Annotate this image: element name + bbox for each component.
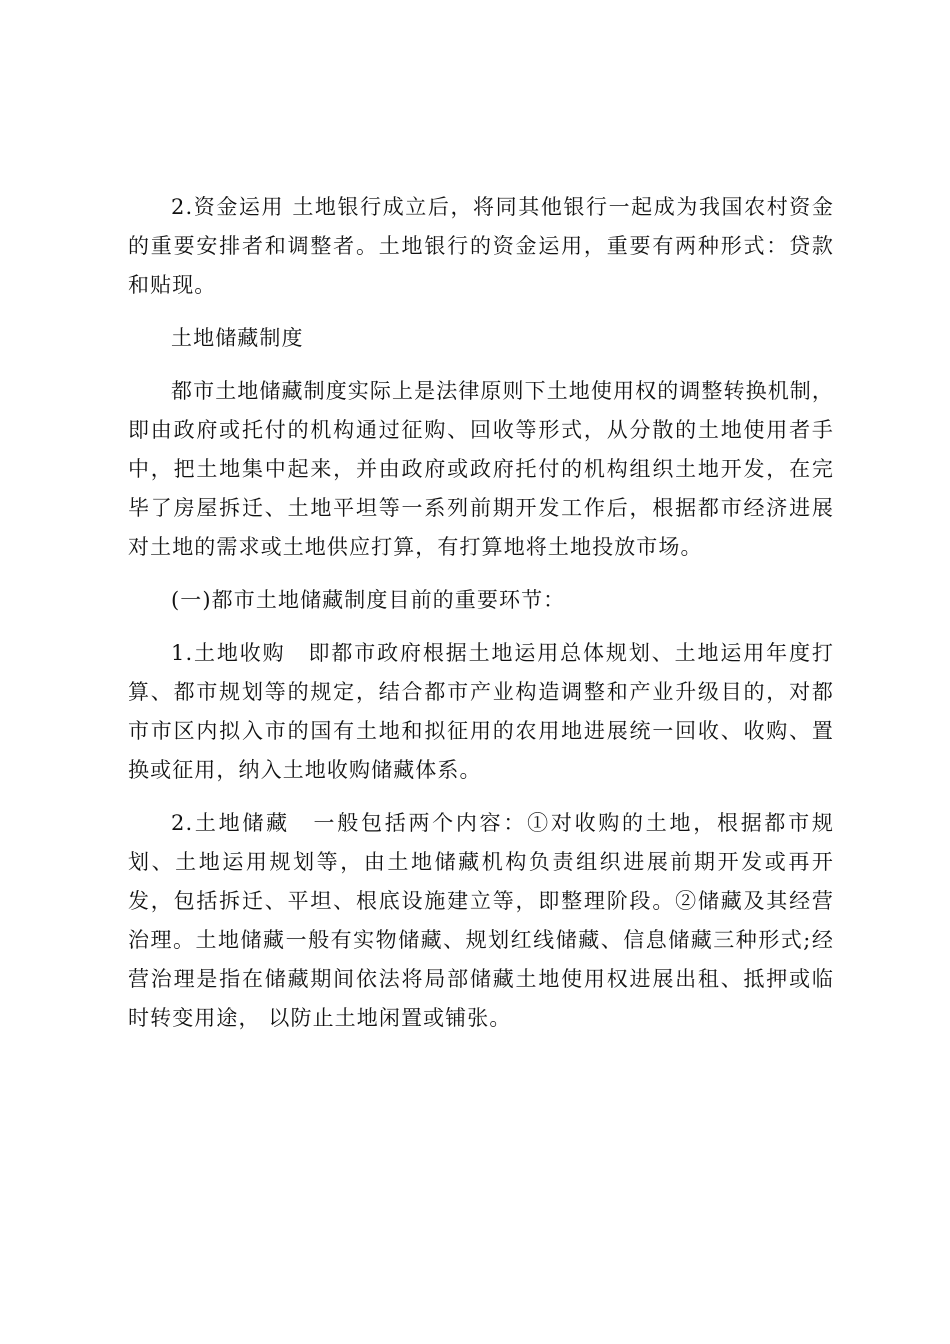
section-title-land-reserve: 土地储藏制度 — [171, 326, 304, 350]
paragraph-land-reserve-definition: 都市土地储藏制度实际上是法律原则下土地使用权的调整转换机制，即由政府或托付的机构通过征购、回收等形式，从分散的土地使用者手中，把土地集中起来，并由政府或政府托付的机构组织土地开发，在完毕了房屋拆迁、土地平坦等一系列前期开发工作后，根据都市经济进展对土地的需求或土地供应打算，有打算地将土地投放市场。 — [128, 379, 834, 559]
paragraph-land-storage: 2.土地储藏 一般包括两个内容：①对收购的土地，根据都市规划、土地运用规划等，由土地储藏机构负责组织进展前期开发或再开发，包括拆迁、平坦、根底设施建立等，即整理阶段。②储藏及其经营治理。土地储藏一般有实物储藏、规划红线储藏、信息储藏三种形式;经营治理是指在储藏期间依法将局部储藏土地使用权进展出租、抵押或临时转变用途， 以防止土地闲置或铺张。 — [128, 811, 834, 1030]
document-page — [128, 188, 834, 1052]
paragraph-land-acquisition: 1.土地收购 即都市政府根据土地运用总体规划、土地运用年度打算、都市规划等的规定，结合都市产业构造调整和产业升级目的，对都市市区内拟入市的国有土地和拟征用的农用地进展统一回收、收购、置换或征用，纳入土地收购储藏体系。 — [128, 641, 834, 782]
subsection-title-key-steps: (一)都市土地储藏制度目前的重要环节： — [171, 588, 566, 612]
paragraph-fund-usage: 2.资金运用 土地银行成立后，将同其他银行一起成为我国农村资金的重要安排者和调整者。土地银行的资金运用，重要有两种形式：贷款和贴现。 — [128, 195, 834, 297]
